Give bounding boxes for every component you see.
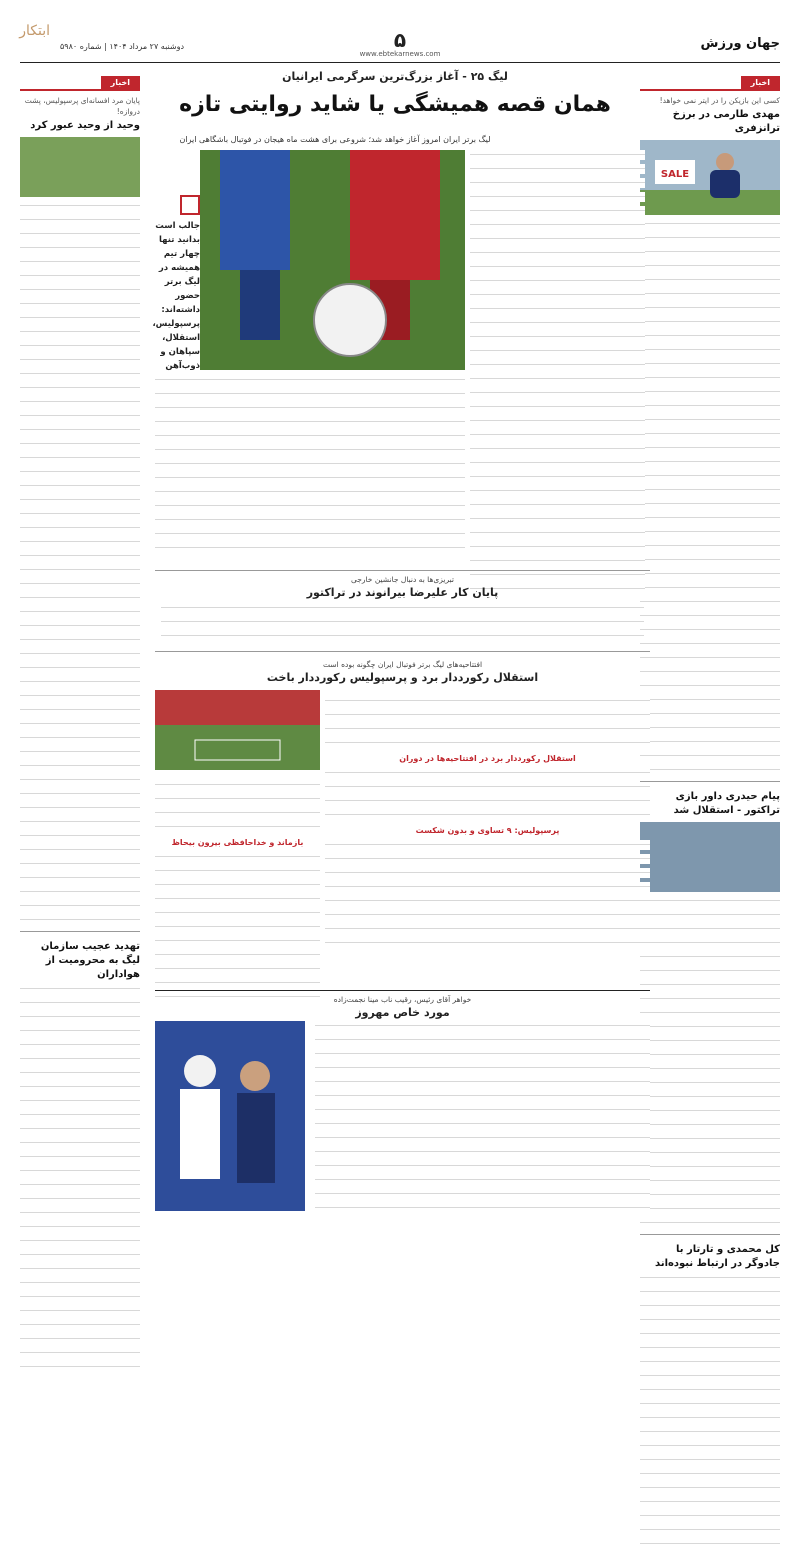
taremi-photo [640, 140, 780, 215]
sale-sign: SALE [660, 169, 690, 180]
right-column [640, 70, 780, 1269]
training-photo [20, 137, 140, 197]
stadium-illustration [155, 690, 320, 770]
quote-icon [180, 195, 200, 215]
athletes-illustration [155, 1021, 305, 1211]
page-number: ۵ [393, 28, 407, 52]
story-title: مورد خاص مهروز [355, 1006, 450, 1019]
athletes-photo [155, 1021, 305, 1211]
left-column [20, 70, 140, 1220]
story-kicker: کسی این بازیکن را در ایتر نمی خواهد! [659, 96, 780, 105]
pull-quote [152, 195, 200, 373]
story-title: تهدید عجیب سازمان لیگ به محرومیت از هواداران [40, 941, 140, 980]
subhead: پرسپولیس: ۹ تساوی و بدون شکست [415, 826, 560, 835]
newspaper-logo: ابتکار [19, 23, 50, 39]
hero-kicker: لیگ ۲۵ - آغاز بزرگ‌ترین سرگرمی ایرانیان [282, 70, 508, 83]
story-title: مهدی طارمی در برزخ ترانزفری [672, 109, 780, 134]
hero-subtitle: لیگ برتر ایران امروز آغاز خواهد شد؛ شروعی برای هشت ماه هیجان در فوتبال باشگاهی ایران [179, 135, 491, 144]
stadium-photo [155, 690, 320, 770]
hero-body-right [470, 150, 645, 565]
story-title: پایان کار علیرضا بیرانوند در تراکتور [306, 586, 499, 599]
subhead: استقلال رکورددار برد در افتتاحیه‌ها در دوران [399, 754, 576, 763]
page-header [19, 23, 780, 63]
story-title: پیام حیدری داور بازی تراکتور - استقلال شد [673, 791, 780, 816]
story-title: کل محمدی و تارتار با جادوگر در ارتباط نبوده‌اند [655, 1244, 780, 1269]
football-photo-illustration [200, 150, 465, 370]
mahrouz-story [155, 990, 650, 1221]
dateline: دوشنبه ۲۷ مرداد ۱۴۰۴ | شماره ۵۹۸۰ [60, 42, 185, 51]
pull-quote-text: جالب است بدانید تنها چهار تیم همیشه در لیگ برتر حضور داشته‌اند: پرسپولیس، استقلال، سپاهان و ذوب‌آهن [152, 221, 200, 371]
hero-photo [200, 150, 465, 370]
site-url: www.ebtekarnews.com [359, 50, 441, 58]
referee-photo [640, 822, 780, 892]
player-photo-illustration [640, 140, 780, 215]
tractor-story [155, 570, 650, 652]
section-name: جهان ورزش [700, 36, 780, 51]
story-kicker: افتتاحیه‌های لیگ برتر فوتبال ایران چگونه بوده است [322, 660, 483, 669]
hero-body-lower [155, 375, 465, 565]
story-kicker: خواهر آقای رئیس، رقیب ناب مینا نجمت‌زاده [333, 995, 472, 1004]
story-title: استقلال رکورددار برد و پرسپولیس رکورددار باخت [266, 671, 539, 684]
story-kicker: پایان مرد افسانه‌ای پرسپولیس، پشت دروازه! [24, 96, 140, 116]
story-title: وحید از وحید عبور کرد [30, 120, 140, 131]
subhead: بازماند و خداحافظی بیرون بیحاظ [171, 838, 304, 847]
hero-title: همان قصه همیشگی یا شاید روایتی تازه [179, 92, 611, 117]
news-tag: اخبار [741, 76, 780, 89]
story-kicker: تبریزی‌ها به دنبال جانشین خارجی [351, 575, 454, 584]
news-tag: اخبار [101, 76, 140, 89]
